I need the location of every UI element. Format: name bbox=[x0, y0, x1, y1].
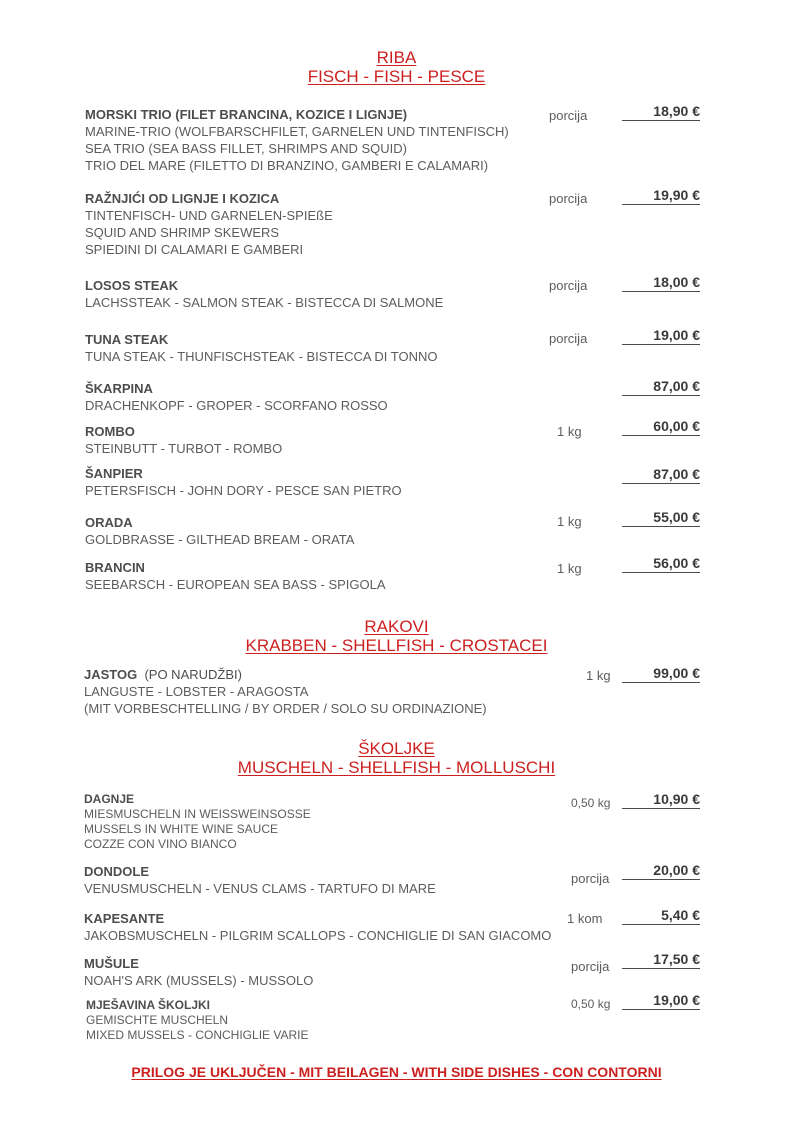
item-unit: porcija bbox=[549, 191, 588, 206]
item-price: 99,00 € bbox=[622, 665, 700, 683]
menu-item-tuna-steak bbox=[85, 331, 555, 365]
section-title: RIBA bbox=[376, 48, 417, 67]
item-price: 18,90 € bbox=[622, 103, 700, 121]
menu-item-morski-trio bbox=[85, 106, 555, 174]
section-title: ŠKOLJKE bbox=[358, 739, 435, 758]
item-price: 87,00 € bbox=[622, 466, 700, 484]
item-desc: SPIEDINI DI CALAMARI E GAMBERI bbox=[85, 242, 304, 257]
item-unit: 0,50 kg bbox=[571, 997, 611, 1011]
item-name-suffix: (PO NARUDŽBI) bbox=[144, 667, 242, 682]
menu-item-jastog bbox=[84, 666, 554, 717]
item-desc: JAKOBSMUSCHELN - PILGRIM SCALLOPS - CONCHIGLIE DI SAN GIACOMO bbox=[84, 928, 552, 943]
item-name: RAŽNJIĆI OD LIGNJE I KOZICA bbox=[85, 191, 280, 206]
item-desc: DRACHENKOPF - GROPER - SCORFANO ROSSO bbox=[85, 398, 388, 413]
menu-item-mjesavina-skoljki bbox=[86, 998, 556, 1043]
item-desc: COZZE CON VINO BIANCO bbox=[84, 837, 237, 851]
item-desc: LANGUSTE - LOBSTER - ARAGOSTA bbox=[84, 684, 309, 699]
menu-item-brancin bbox=[85, 559, 555, 593]
item-price: 10,90 € bbox=[622, 791, 700, 809]
menu-item-skarpina bbox=[85, 380, 555, 414]
side-dishes-note: PRILOG JE UKLJUČEN - MIT BEILAGEN - WITH SIDE DISHES - CON CONTORNI bbox=[131, 1064, 662, 1080]
item-price: 56,00 € bbox=[622, 555, 700, 573]
item-name: BRANCIN bbox=[85, 560, 145, 575]
item-desc: MIXED MUSSELS - CONCHIGLIE VARIE bbox=[86, 1028, 309, 1042]
item-unit: 0,50 kg bbox=[571, 796, 611, 810]
item-desc: STEINBUTT - TURBOT - ROMBO bbox=[85, 441, 283, 456]
item-name: ŠKARPINA bbox=[85, 381, 153, 396]
item-unit: 1 kg bbox=[586, 668, 611, 683]
item-price: 55,00 € bbox=[622, 509, 700, 527]
item-desc: TINTENFISCH- UND GARNELEN-SPIEßE bbox=[85, 208, 333, 223]
item-price: 87,00 € bbox=[622, 378, 700, 396]
menu-item-dagnje bbox=[84, 792, 554, 852]
item-desc: MARINE-TRIO (WOLFBARSCHFILET, GARNELEN UND TINTENFISCH) bbox=[85, 124, 509, 139]
item-desc: (MIT VORBESCHTELLING / BY ORDER / SOLO SU ORDINAZIONE) bbox=[84, 701, 487, 716]
item-desc: SQUID AND SHRIMP SKEWERS bbox=[85, 225, 280, 240]
item-desc: LACHSSTEAK - SALMON STEAK - BISTECCA DI SALMONE bbox=[85, 295, 444, 310]
item-desc: TUNA STEAK - THUNFISCHSTEAK - BISTECCA DI TONNO bbox=[85, 349, 438, 364]
menu-item-raznjici bbox=[85, 190, 555, 258]
item-unit: porcija bbox=[549, 331, 588, 346]
item-price: 18,00 € bbox=[622, 274, 700, 292]
section-heading-fish bbox=[0, 48, 793, 86]
item-price: 5,40 € bbox=[622, 907, 700, 925]
section-subtitle: KRABBEN - SHELLFISH - CROSTACEI bbox=[245, 636, 548, 655]
item-name: ORADA bbox=[85, 515, 133, 530]
menu-item-losos-steak bbox=[85, 277, 555, 311]
item-unit: porcija bbox=[571, 871, 610, 886]
item-name: MORSKI TRIO (FILET BRANCINA, KOZICE I LIGNJE) bbox=[85, 107, 408, 122]
item-price: 19,90 € bbox=[622, 187, 700, 205]
item-unit: 1 kom bbox=[567, 911, 603, 926]
item-name: MJEŠAVINA ŠKOLJKI bbox=[86, 998, 211, 1012]
item-name: JASTOG bbox=[84, 667, 138, 682]
item-unit: 1 kg bbox=[557, 561, 582, 576]
section-title: RAKOVI bbox=[364, 617, 429, 636]
item-desc: TRIO DEL MARE (FILETTO DI BRANZINO, GAMBERI E CALAMARI) bbox=[85, 158, 489, 173]
item-price: 60,00 € bbox=[622, 418, 700, 436]
item-name: MUŠULE bbox=[84, 956, 139, 971]
item-unit: porcija bbox=[549, 108, 588, 123]
menu-item-musule bbox=[84, 955, 554, 989]
item-price: 19,00 € bbox=[622, 327, 700, 345]
item-name: ŠANPIER bbox=[85, 466, 143, 481]
item-desc: SEA TRIO (SEA BASS FILLET, SHRIMPS AND SQUID) bbox=[85, 141, 407, 156]
item-desc: NOAH'S ARK (MUSSELS) - MUSSOLO bbox=[84, 973, 314, 988]
item-name: KAPESANTE bbox=[84, 911, 165, 926]
item-desc: MIESMUSCHELN IN WEISSWEINSOSSE bbox=[84, 807, 311, 821]
item-price: 17,50 € bbox=[622, 951, 700, 969]
item-name: TUNA STEAK bbox=[85, 332, 169, 347]
item-name: DONDOLE bbox=[84, 864, 149, 879]
item-desc: PETERSFISCH - JOHN DORY - PESCE SAN PIETRO bbox=[85, 483, 402, 498]
item-price: 20,00 € bbox=[622, 862, 700, 880]
item-unit: porcija bbox=[571, 959, 610, 974]
section-heading-mussels bbox=[0, 739, 793, 777]
item-name: DAGNJE bbox=[84, 792, 135, 806]
menu-item-orada bbox=[85, 514, 555, 548]
item-unit: 1 kg bbox=[557, 424, 582, 439]
item-unit: porcija bbox=[549, 278, 588, 293]
item-price: 19,00 € bbox=[622, 992, 700, 1010]
item-desc: SEEBARSCH - EUROPEAN SEA BASS - SPIGOLA bbox=[85, 577, 386, 592]
item-name-row bbox=[84, 666, 554, 683]
item-desc: VENUSMUSCHELN - VENUS CLAMS - TARTUFO DI MARE bbox=[84, 881, 436, 896]
menu-item-sanpier bbox=[85, 465, 555, 499]
menu-item-dondole bbox=[84, 863, 554, 897]
section-heading-shellfish bbox=[0, 617, 793, 655]
item-desc: GEMISCHTE MUSCHELN bbox=[86, 1013, 229, 1027]
item-name: ROMBO bbox=[85, 424, 135, 439]
item-name: LOSOS STEAK bbox=[85, 278, 179, 293]
item-unit: 1 kg bbox=[557, 514, 582, 529]
menu-item-kapesante bbox=[84, 910, 554, 944]
section-subtitle: MUSCHELN - SHELLFISH - MOLLUSCHI bbox=[237, 758, 556, 777]
section-subtitle: FISCH - FISH - PESCE bbox=[307, 67, 486, 86]
menu-item-rombo bbox=[85, 423, 555, 457]
item-desc: GOLDBRASSE - GILTHEAD BREAM - ORATA bbox=[85, 532, 355, 547]
item-desc: MUSSELS IN WHITE WINE SAUCE bbox=[84, 822, 279, 836]
